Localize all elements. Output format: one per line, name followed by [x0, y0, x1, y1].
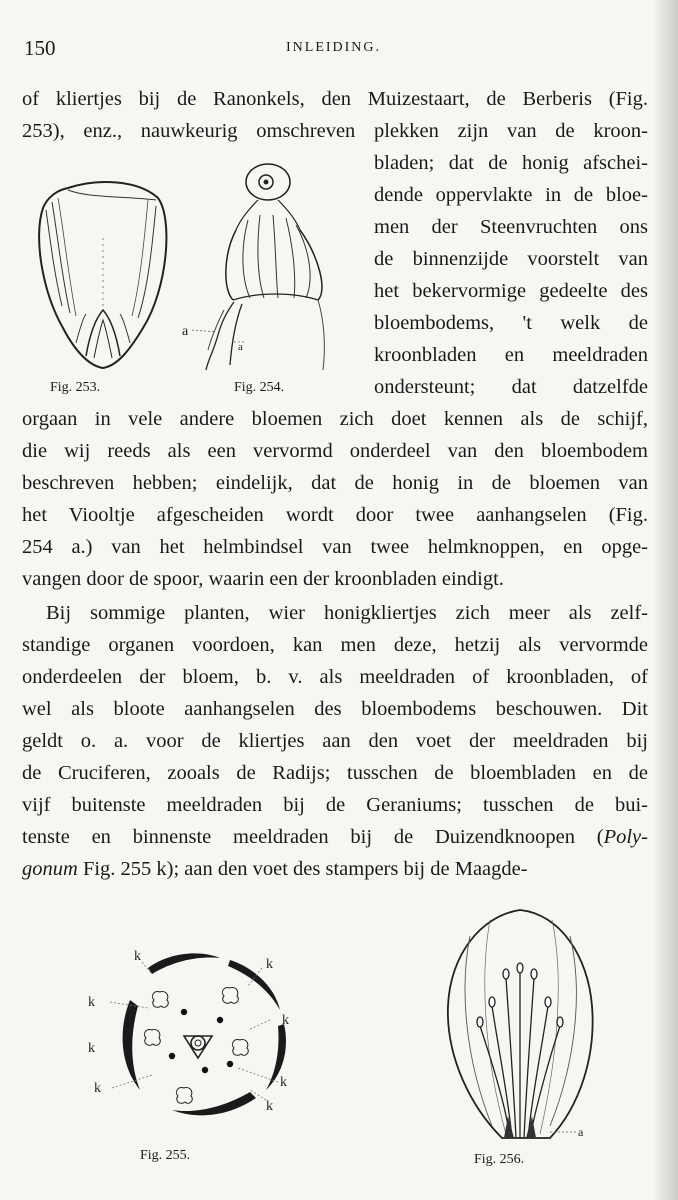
text-line	[22, 824, 648, 850]
text-line: geldt o. a. voor de kliertjes aan den voet der meeldraden bij	[22, 730, 648, 752]
figure-256-caption: Fig. 256.	[474, 1152, 525, 1167]
text-line: beschreven hebben; eindelijk, dat de honig in de bloemen van	[22, 472, 648, 494]
figure-254-label-a: a	[182, 324, 189, 339]
text-line: vijf buitenste meeldraden bij de Geraniums; tusschen de bui-	[22, 794, 648, 816]
page-number: 150	[24, 36, 56, 60]
figure-256-label-a: a	[578, 1125, 584, 1139]
figure-255-label-k: k	[280, 1075, 287, 1090]
figure-255-label-k: k	[266, 957, 273, 972]
figure-255-label-k: k	[88, 995, 95, 1010]
text-line: de binnenzijde voorstelt van	[374, 248, 648, 270]
figure-254-illustration	[178, 160, 358, 375]
figure-254-label-a-inner: a	[238, 341, 243, 353]
text-line: Bij sommige planten, wier honigkliertjes zich meer als zelf-	[46, 602, 648, 624]
text-line: de Cruciferen, zooals de Radijs; tusschen de bloembladen en de	[22, 762, 648, 784]
text-line: die wij reeds als een vervormd onderdeel van den bloembodem	[22, 440, 648, 462]
text-line: men der Steenvruchten ons	[374, 216, 648, 238]
text-line: 254 a.) van het helmbindsel van twee helmknoppen, en opge-	[22, 536, 648, 558]
text-line: of kliertjes bij de Ranonkels, den Muizestaart, de Berberis (Fig.	[22, 88, 648, 110]
figure-255-illustration	[80, 940, 320, 1130]
text-line: orgaan in vele andere bloemen zich doet kennen als de schijf,	[22, 408, 648, 430]
text-line: het bekervormige gedeelte des	[374, 280, 648, 302]
figure-255-label-k: k	[94, 1081, 101, 1096]
text-line: onderdeelen der bloem, b. v. als meeldraden of kroonbladen, of	[22, 666, 648, 688]
text-line: dende oppervlakte in de bloe-	[374, 184, 648, 206]
running-title: INLEIDING.	[286, 40, 382, 55]
italic-term: Poly-	[603, 826, 648, 848]
figure-253-illustration	[28, 178, 178, 378]
figure-253-caption: Fig. 253.	[50, 380, 101, 395]
text-line: vangen door de spoor, waarin een der kroonbladen eindigt.	[22, 568, 504, 590]
text-segment: Fig. 255 k); aan den voet des stampers bij de Maagde-	[77, 858, 528, 880]
text-line: bloembodems, 't welk de	[374, 312, 648, 334]
italic-term: gonum	[22, 858, 78, 880]
text-line: het Viooltje afgescheiden wordt door twee aanhangselen (Fig.	[22, 504, 648, 526]
text-line: bladen; dat de honig afschei-	[374, 152, 648, 174]
text-line: kroonbladen en meeldraden	[374, 344, 648, 366]
text-segment: tenste en binnenste meeldraden bij de Duizendknoopen (	[22, 826, 604, 848]
figure-255-label-k: k	[134, 949, 141, 964]
text-line	[22, 856, 648, 882]
figure-256-illustration	[440, 906, 600, 1150]
text-line: standige organen voordoen, kan men deze, hetzij als vervormde	[22, 634, 648, 656]
text-line: 253), enz., nauwkeurig omschreven plekken zijn van de kroon-	[22, 120, 648, 142]
figure-255-label-k: k	[266, 1099, 273, 1114]
page-edge-shadow	[652, 0, 678, 1200]
figure-255-caption: Fig. 255.	[140, 1148, 191, 1163]
figure-255-label-k: k	[282, 1013, 289, 1028]
figure-255-label-k: k	[88, 1041, 95, 1056]
text-line: wel als bloote aanhangselen des bloembodems beschouwen. Dit	[22, 698, 648, 720]
figure-254-caption: Fig. 254.	[234, 380, 285, 395]
text-line: ondersteunt; dat datzelfde	[374, 376, 648, 398]
